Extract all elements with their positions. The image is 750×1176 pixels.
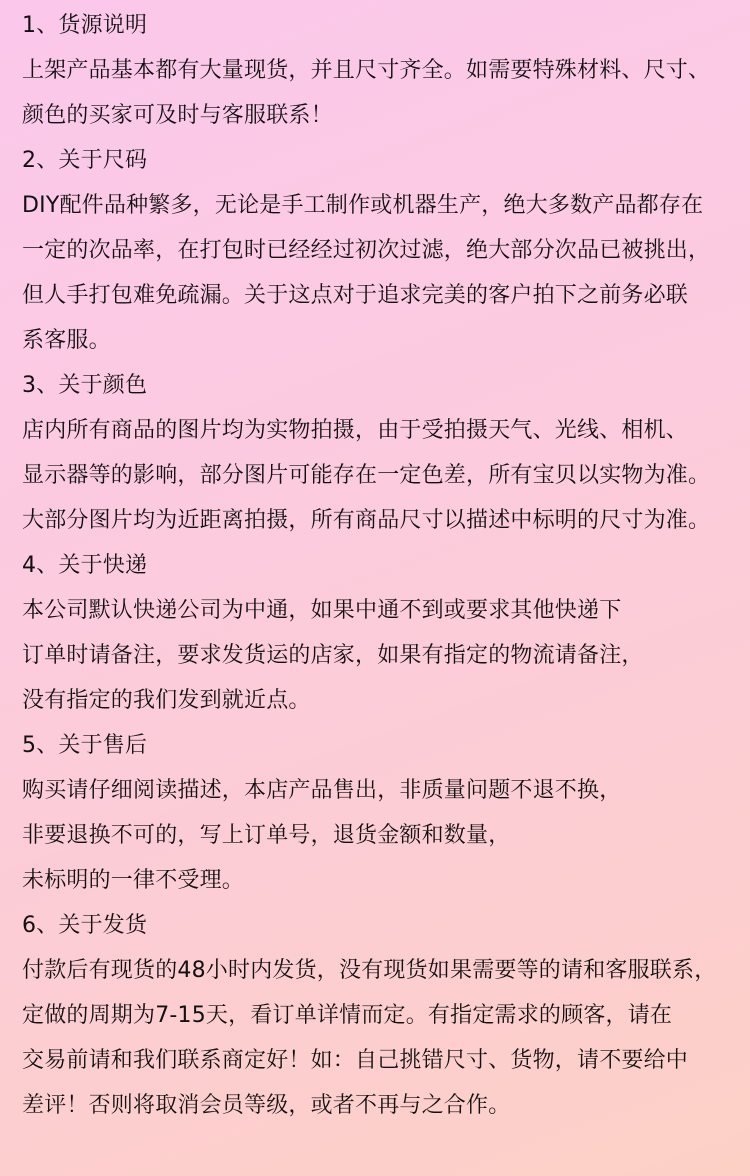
section-line: 没有指定的我们发到就近点。 xyxy=(22,688,311,713)
section-line: 付款后有现货的48小时内发货，没有现货如果需要等的请和客服联系， xyxy=(22,958,717,983)
section-line: 但人手打包难免疏漏。关于这点对于追求完美的客户拍下之前务必联 xyxy=(22,283,689,308)
section-line: 非要退换不可的，写上订单号，退货金额和数量， xyxy=(22,823,511,848)
section-line: 一定的次品率，在打包时已经经过初次过滤，绝大部分次品已被挑出， xyxy=(22,238,711,263)
section-line: 颜色的买家可及时与客服联系！ xyxy=(22,103,333,128)
section-line: 上架产品基本都有大量现货，并且尺寸齐全。如需要特殊材料、尺寸、 xyxy=(22,58,711,83)
section-heading-shipping: 6、关于发货 xyxy=(22,913,148,938)
section-heading-delivery: 4、关于快递 xyxy=(22,553,148,578)
section-heading-size: 2、关于尺码 xyxy=(22,148,148,173)
section-line: 差评！否则将取消会员等级，或者不再与之合作。 xyxy=(22,1093,511,1118)
section-line: 显示器等的影响，部分图片可能存在一定色差，所有宝贝以实物为准。 xyxy=(22,463,711,488)
section-line: 购买请仔细阅读描述，本店产品售出，非质量问题不退不换， xyxy=(22,778,622,803)
section-line: 未标明的一律不受理。 xyxy=(22,868,245,893)
section-line: 定做的周期为7-15天，看订单详情而定。有指定需求的顾客，请在 xyxy=(22,1003,673,1028)
section-line: 本公司默认快递公司为中通，如果中通不到或要求其他快递下 xyxy=(22,598,622,623)
section-line: 大部分图片均为近距离拍摄，所有商品尺寸以描述中标明的尺寸为准。 xyxy=(22,508,711,533)
section-line: 系客服。 xyxy=(22,328,111,353)
section-line: 订单时请备注，要求发货运的店家，如果有指定的物流请备注， xyxy=(22,643,644,668)
section-heading-supply: 1、货源说明 xyxy=(22,13,148,38)
section-line: 交易前请和我们联系商定好！如：自己挑错尺寸、货物，请不要给中 xyxy=(22,1048,689,1073)
section-line: DIY配件品种繁多，无论是手工制作或机器生产，绝大多数产品都存在 xyxy=(22,193,704,218)
section-heading-color: 3、关于颜色 xyxy=(22,373,148,398)
section-heading-after-sales: 5、关于售后 xyxy=(22,733,148,758)
section-line: 店内所有商品的图片均为实物拍摄，由于受拍摄天气、光线、相机、 xyxy=(22,418,689,443)
